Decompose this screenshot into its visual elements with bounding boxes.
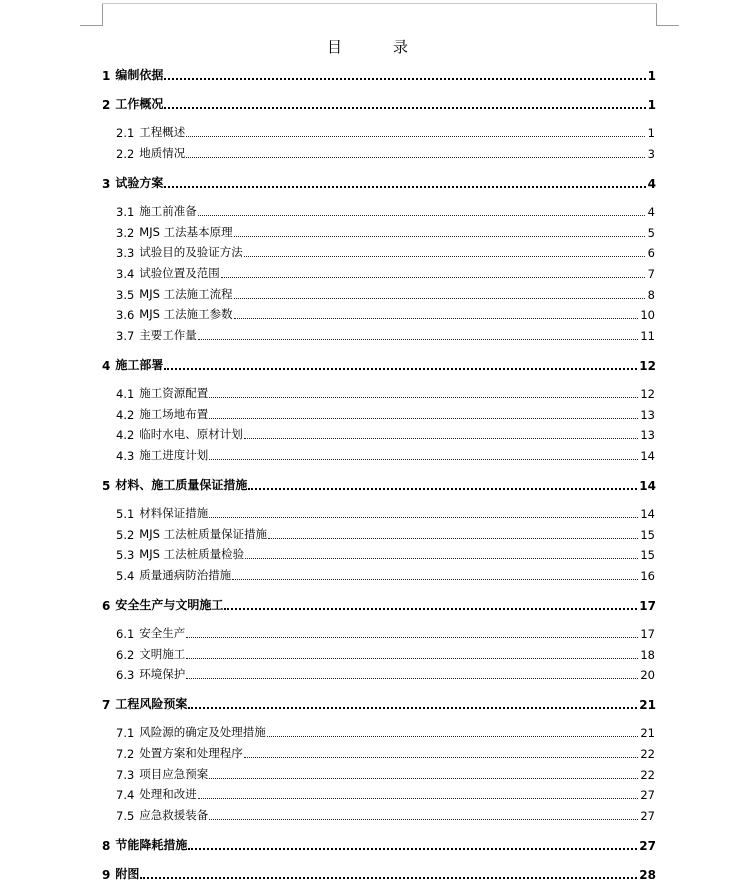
toc-dot-leader [234, 318, 639, 319]
toc-entry-chapter[interactable] [102, 596, 656, 613]
toc-dot-leader [198, 339, 639, 340]
toc-entry-number: 1 [102, 69, 111, 83]
toc-entry-section[interactable] [116, 807, 655, 823]
toc-dot-leader [164, 368, 637, 370]
toc-entry-section[interactable] [116, 447, 655, 463]
toc-entry-number: 3.2 [116, 226, 135, 240]
toc-entry-section[interactable] [116, 625, 655, 641]
toc-entry-number: 8 [102, 839, 111, 853]
toc-entry-section[interactable] [116, 244, 655, 260]
toc-entry-page-number: 1 [647, 98, 656, 112]
toc-entry-number: 7.4 [116, 788, 135, 802]
toc-entry-title: 主要工作量 [139, 328, 197, 342]
toc-entry-title: 工程概述 [139, 125, 186, 139]
toc-entry-title: 项目应急预案 [139, 767, 209, 781]
toc-entry-title: MJS 工法桩质量检验 [139, 547, 245, 561]
toc-entry-section[interactable] [116, 286, 655, 302]
toc-entry-number: 3.3 [116, 246, 135, 260]
toc-entry-page-number: 14 [640, 449, 655, 463]
toc-entry-number: 2 [102, 98, 111, 112]
toc-entry-number: 6 [102, 599, 111, 613]
toc-entry-section[interactable] [116, 145, 655, 161]
toc-entry-title: MJS 工法基本原理 [139, 225, 233, 239]
toc-entry-number: 5.3 [116, 548, 135, 562]
toc-entry-number: 5.4 [116, 569, 135, 583]
toc-entry-chapter[interactable] [102, 95, 656, 112]
toc-entry-section[interactable] [116, 327, 655, 343]
crop-mark-top-right-horizontal [657, 25, 679, 26]
toc-entry-section[interactable] [116, 646, 655, 662]
toc-dot-leader [221, 277, 645, 278]
toc-entry-page-number: 14 [639, 479, 656, 493]
toc-entry-number: 4.2 [116, 408, 135, 422]
toc-entry-title: 临时水电、原材计划 [139, 427, 243, 441]
toc-entry-number: 3.6 [116, 308, 135, 322]
toc-entry-page-number: 18 [640, 648, 655, 662]
toc-dot-leader [234, 236, 645, 237]
toc-entry-chapter[interactable] [102, 174, 656, 191]
toc-entry-number: 2.1 [116, 126, 135, 140]
toc-entry-number: 7 [102, 698, 111, 712]
toc-entry-section[interactable] [116, 666, 655, 682]
toc-dot-leader [186, 637, 638, 638]
toc-dot-leader [186, 678, 638, 679]
toc-entry-title: 处理和改进 [139, 787, 197, 801]
toc-dot-leader [209, 459, 638, 460]
toc-entry-page-number: 1 [647, 69, 656, 83]
toc-entry-page-number: 3 [647, 147, 655, 161]
toc-entry-page-number: 13 [640, 428, 655, 442]
toc-entry-section[interactable] [116, 224, 655, 240]
crop-mark-top-right-vertical [656, 3, 657, 26]
toc-dot-leader [245, 558, 638, 559]
toc-entry-page-number: 15 [640, 528, 655, 542]
toc-dot-leader [209, 418, 638, 419]
toc-entry-page-number: 17 [640, 627, 655, 641]
toc-entry-title: 风险源的确定及处理措施 [139, 725, 266, 739]
toc-entry-page-number: 7 [647, 267, 655, 281]
toc-entry-section[interactable] [116, 766, 655, 782]
crop-mark-top-left-vertical [102, 3, 103, 26]
toc-entry-number: 7.5 [116, 809, 135, 823]
toc-entry-page-number: 16 [640, 569, 655, 583]
toc-entry-chapter[interactable] [102, 865, 656, 882]
toc-entry-number: 7.2 [116, 747, 135, 761]
toc-entry-title: 编制依据 [115, 68, 164, 82]
toc-entry-number: 6.1 [116, 627, 135, 641]
toc-entry-title: 试验方案 [115, 176, 164, 190]
toc-entry-number: 5.2 [116, 528, 135, 542]
toc-entry-title: 附图 [115, 867, 140, 881]
toc-entry-section[interactable] [116, 567, 655, 583]
toc-entry-page-number: 27 [639, 839, 656, 853]
toc-entry-title: 施工场地布置 [139, 407, 209, 421]
toc-entry-section[interactable] [116, 306, 655, 322]
toc-entry-number: 3.7 [116, 329, 135, 343]
toc-entry-section[interactable] [116, 124, 655, 140]
toc-entry-page-number: 21 [640, 726, 655, 740]
page-top-edge [102, 3, 657, 4]
toc-entry-title: 工作概况 [115, 97, 164, 111]
toc-dot-leader [188, 848, 637, 850]
toc-entry-section[interactable] [116, 546, 655, 562]
toc-entry-page-number: 5 [647, 226, 655, 240]
toc-entry-title: 试验位置及范围 [139, 266, 220, 280]
toc-entry-title: 质量通病防治措施 [139, 568, 232, 582]
toc-entry-number: 5.1 [116, 507, 135, 521]
toc-entry-title: MJS 工法施工流程 [139, 287, 233, 301]
toc-entry-page-number: 20 [640, 668, 655, 682]
toc-entry-number: 3.4 [116, 267, 135, 281]
toc-entry-section[interactable] [116, 724, 655, 740]
toc-entry-page-number: 4 [647, 177, 656, 191]
toc-entry-number: 3.5 [116, 288, 135, 302]
toc-dot-leader [224, 608, 637, 610]
toc-entry-number: 4 [102, 359, 111, 373]
toc-entry-page-number: 21 [639, 698, 656, 712]
toc-entry-number: 4.2 [116, 428, 135, 442]
toc-entry-number: 6.2 [116, 648, 135, 662]
toc-entry-section[interactable] [116, 786, 655, 802]
toc-dot-leader [232, 579, 638, 580]
toc-dot-leader [186, 136, 645, 137]
toc-dot-leader [188, 707, 637, 709]
toc-entry-section[interactable] [116, 406, 655, 422]
toc-entry-number: 3 [102, 177, 111, 191]
toc-dot-leader [186, 157, 645, 158]
toc-entry-title: 节能降耗措施 [115, 838, 188, 852]
toc-entry-title: 试验目的及验证方法 [139, 245, 243, 259]
toc-entry-page-number: 17 [639, 599, 656, 613]
toc-entry-chapter[interactable] [102, 66, 656, 83]
toc-entry-title: MJS 工法施工参数 [139, 307, 233, 321]
toc-entry-page-number: 13 [640, 408, 655, 422]
toc-entry-section[interactable] [116, 203, 655, 219]
toc-entry-chapter[interactable] [102, 695, 656, 712]
toc-entry-page-number: 22 [640, 768, 655, 782]
toc-entry-section[interactable] [116, 426, 655, 442]
toc-entry-section[interactable] [116, 505, 655, 521]
toc-dot-leader [244, 256, 645, 257]
toc-entry-page-number: 27 [640, 788, 655, 802]
toc-entry-page-number: 8 [647, 288, 655, 302]
toc-entry-number: 5 [102, 479, 111, 493]
toc-entry-title: 材料保证措施 [139, 506, 209, 520]
toc-dot-leader [198, 215, 645, 216]
toc-entry-title: 处置方案和处理程序 [139, 746, 243, 760]
page-title: 目 录 [326, 38, 426, 56]
toc-dot-leader [244, 757, 639, 758]
toc-entry-title: 施工进度计划 [139, 448, 209, 462]
toc-dot-leader [244, 438, 639, 439]
toc-entry-number: 3.1 [116, 205, 135, 219]
toc-entry-title: 应急救援装备 [139, 808, 209, 822]
toc-entry-title: 环境保护 [139, 667, 186, 681]
toc-entry-page-number: 12 [639, 359, 656, 373]
toc-entry-page-number: 27 [640, 809, 655, 823]
toc-entry-title: 安全生产与文明施工 [115, 598, 224, 612]
toc-entry-number: 9 [102, 868, 111, 882]
toc-entry-title: 施工前准备 [139, 204, 197, 218]
toc-entry-title: 材料、施工质量保证措施 [115, 478, 248, 492]
toc-dot-leader [209, 778, 638, 779]
toc-entry-page-number: 15 [640, 548, 655, 562]
toc-entry-page-number: 6 [647, 246, 655, 260]
toc-entry-page-number: 1 [647, 126, 655, 140]
toc-entry-title: 施工资源配置 [139, 386, 209, 400]
toc-dot-leader [209, 397, 638, 398]
toc-dot-leader [164, 78, 645, 80]
toc-dot-leader [140, 877, 637, 879]
toc-entry-section[interactable] [116, 745, 655, 761]
toc-dot-leader [234, 298, 645, 299]
toc-entry-title: 文明施工 [139, 647, 186, 661]
toc-dot-leader [268, 538, 638, 539]
toc-dot-leader [164, 186, 645, 188]
toc-entry-section[interactable] [116, 385, 655, 401]
toc-entry-chapter[interactable] [102, 836, 656, 853]
toc-entry-number: 2.2 [116, 147, 135, 161]
toc-entry-page-number: 12 [640, 387, 655, 401]
toc-dot-leader [209, 517, 638, 518]
toc-dot-leader [248, 488, 637, 490]
toc-entry-page-number: 14 [640, 507, 655, 521]
toc-entry-section[interactable] [116, 265, 655, 281]
toc-entry-title: MJS 工法桩质量保证措施 [139, 527, 268, 541]
toc-dot-leader [209, 819, 638, 820]
crop-mark-top-left-horizontal [80, 25, 102, 26]
toc-entry-title: 地质情况 [139, 146, 186, 160]
toc-dot-leader [164, 107, 645, 109]
toc-entry-chapter[interactable] [102, 476, 656, 493]
toc-entry-number: 4.1 [116, 387, 135, 401]
toc-entry-page-number: 4 [647, 205, 655, 219]
toc-entry-chapter[interactable] [102, 356, 656, 373]
toc-entry-number: 4.3 [116, 449, 135, 463]
toc-dot-leader [186, 658, 638, 659]
toc-entry-title: 施工部署 [115, 358, 164, 372]
toc-entry-page-number: 10 [640, 308, 655, 322]
toc-entry-number: 7.1 [116, 726, 135, 740]
toc-dot-leader [267, 736, 639, 737]
toc-entry-page-number: 22 [640, 747, 655, 761]
toc-entry-page-number: 11 [640, 329, 655, 343]
toc-entry-section[interactable] [116, 526, 655, 542]
toc-entry-page-number: 28 [639, 868, 656, 882]
toc-entry-title: 工程风险预案 [115, 697, 188, 711]
toc-entry-number: 7.3 [116, 768, 135, 782]
toc-entry-number: 6.3 [116, 668, 135, 682]
toc-entry-title: 安全生产 [139, 626, 186, 640]
toc-dot-leader [198, 798, 639, 799]
